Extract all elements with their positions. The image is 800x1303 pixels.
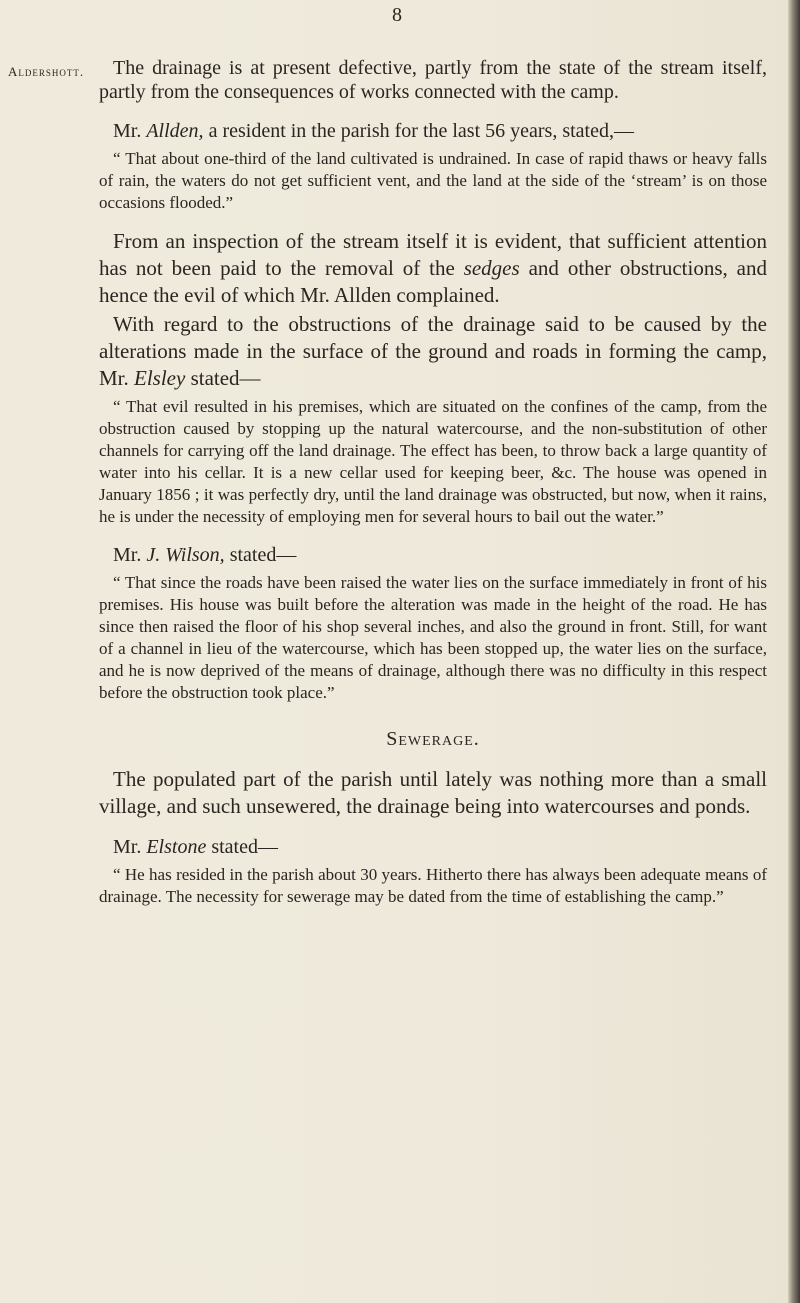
statement-wilson-rest: stated— (229, 544, 297, 566)
obstructions-text-b: stated— (190, 366, 261, 390)
person-elsley: Elsley (134, 366, 186, 390)
page-edge-shadow (788, 0, 800, 1303)
mr-prefix: Mr. (113, 120, 142, 142)
obstructions-text-a: With regard to the obstructions of the drainage said to be caused by the alterations made in the surface of the ground and roads in forming the camp, Mr. (99, 312, 767, 390)
paragraph-populated-part: The populated part of the parish until lately was nothing more than a small village, and such unsewered, the drainage being into watercourses and ponds. (99, 767, 767, 818)
mr-prefix: Mr. (113, 544, 142, 566)
inspection-text-b: and other obstructions, and hence the evil of which Mr. Allden complained. (99, 256, 768, 307)
inspection-text-a: From an inspection of the stream itself it is evident, that sufficient attention has not been paid to the removal of the (99, 229, 767, 280)
quote-allden: “ That about one-third of the land cultivated is undrained. In case of rapid thaws or heavy falls of rain, the waters do not get sufficient vent, and the land at the side of the ‘stream’ is on those occasions flooded.” (99, 149, 767, 212)
statement-elstone-rest: stated— (211, 836, 278, 858)
statement-allden (99, 118, 767, 144)
margin-note: Aldershott. (8, 64, 85, 79)
statement-elstone (99, 834, 767, 860)
person-elstone: Elstone (146, 836, 207, 858)
statement-allden-rest: a resident in the parish for the last 56 years, stated,— (208, 120, 634, 142)
person-wilson: J. Wilson, (146, 544, 225, 566)
person-allden: Allden, (146, 120, 204, 142)
quote-elstone: “ He has resided in the parish about 30 years. Hitherto there has always been adequate means of drainage. The necessity for sewerage may be dated from the time of establishing the camp.” (99, 865, 767, 906)
page-number: 8 (392, 4, 402, 26)
term-sedges: sedges (463, 256, 520, 280)
paragraph-obstructions (99, 311, 767, 392)
mr-prefix: Mr. (113, 836, 142, 858)
paragraph-inspection (99, 228, 767, 309)
statement-wilson (99, 542, 767, 568)
quote-wilson: “ That since the roads have been raised the water lies on the surface immediately in front of his premises. His house was built before the alteration was made in the height of the road. He has since then raised the floor of his shop several inches, and also the ground in front. Still, for want of a channel in lieu of the watercourse, which has been stopped up, the water lies on the surface, and he is now deprived of the means of drainage, although there was no difficulty in this respect before the obstruction took place.” (99, 573, 767, 702)
paragraph-drainage-defective: The drainage is at present defective, partly from the state of the stream itself, partly from the consequences of works connected with the camp. (99, 57, 767, 103)
quote-elsley: “ That evil resulted in his premises, which are situated on the confines of the camp, from the obstruction caused by stopping up the natural watercourse, and the non-substitution of other channels for carrying off the land drainage. The effect has been, to throw back a large quantity of water into his cellar. It is a new cellar used for keeping beer, &c. The house was opened in January 1856 ; it was perfectly dry, until the land drainage was obstructed, but now, when it rains, he is under the necessity of employing men for several hours to bail out the water.” (99, 397, 767, 526)
text-column (99, 56, 767, 908)
section-heading-sewerage: Sewerage. (386, 728, 480, 750)
